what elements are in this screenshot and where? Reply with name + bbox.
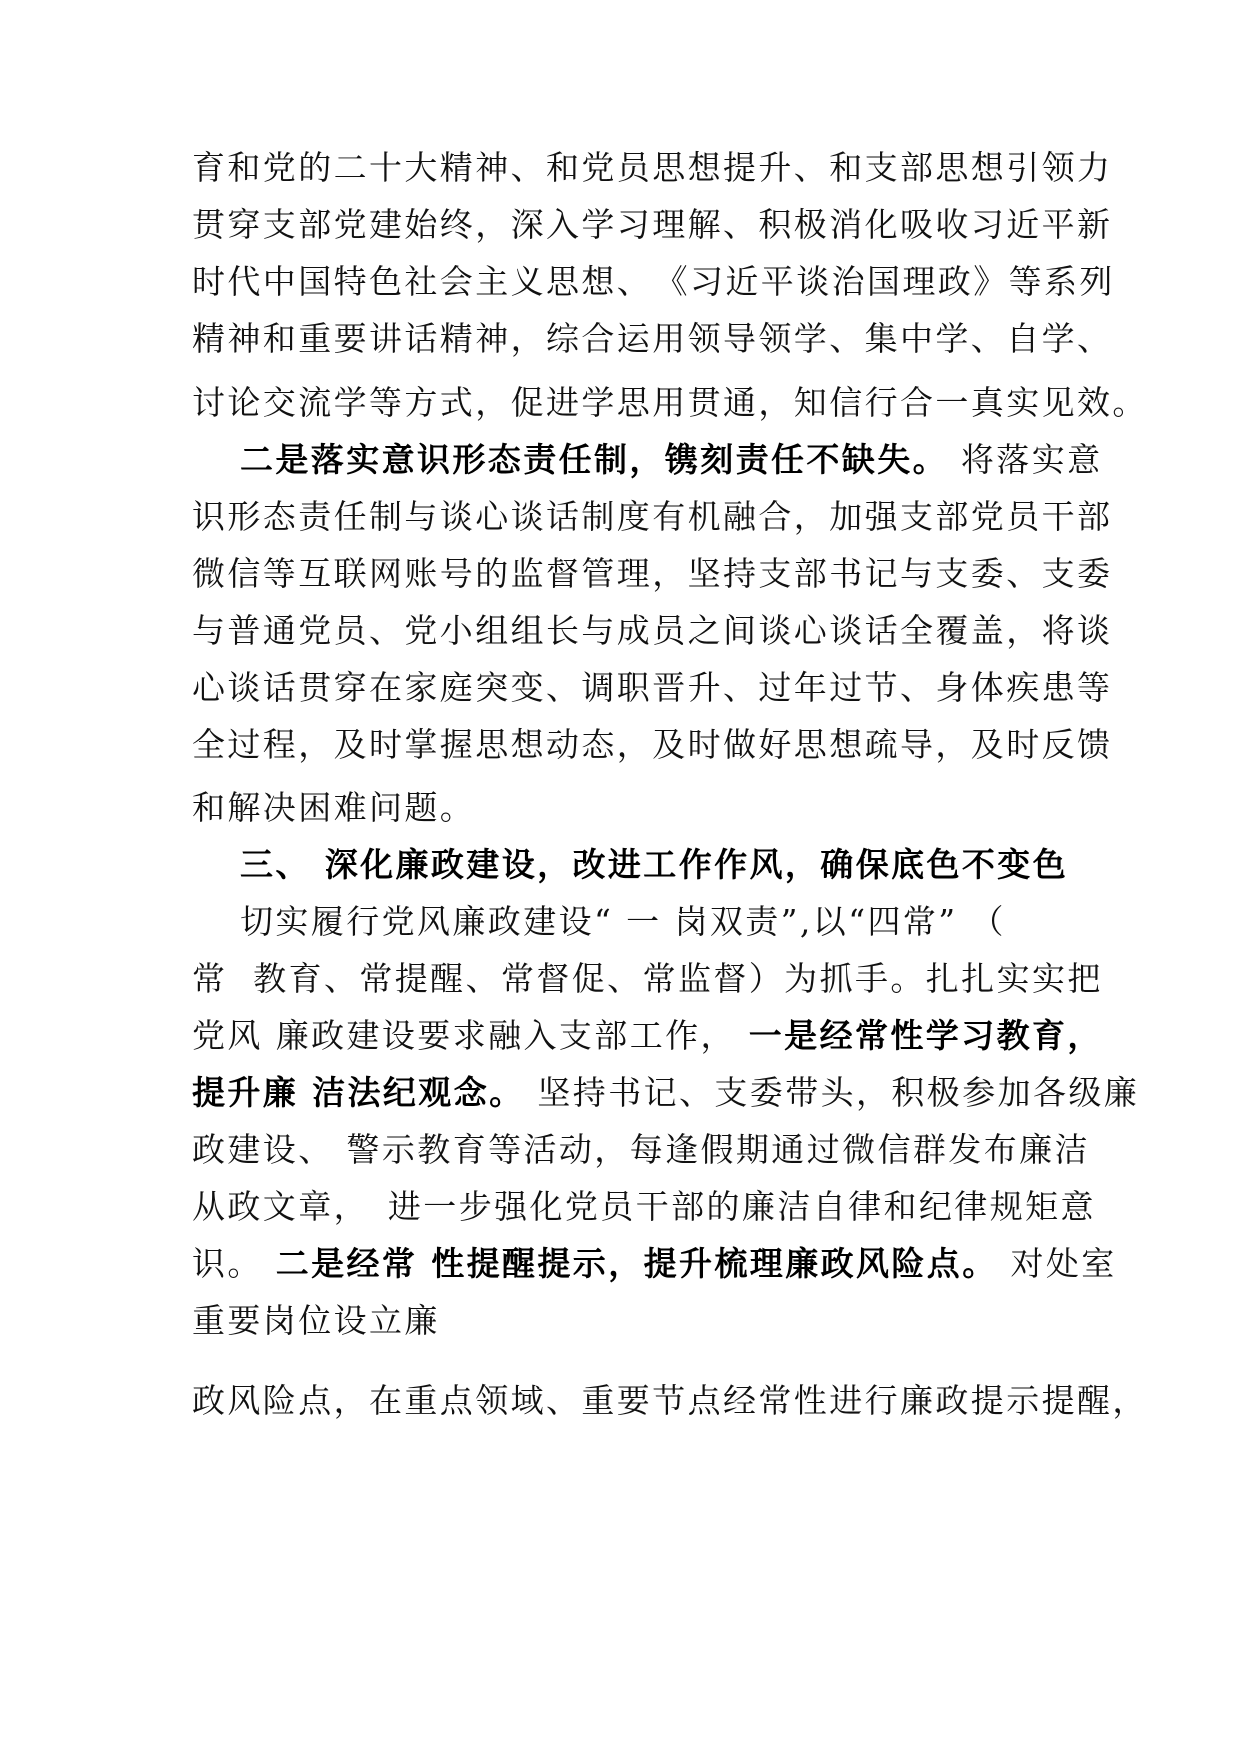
text-run: 识形态责任制与谈心谈话制度有机融合，加强支部党员干部 xyxy=(192,497,1113,536)
text-run: 切实履行党风廉政建设“ 一 岗双责”,以“四常” （ xyxy=(240,902,1006,941)
body-text-line xyxy=(240,902,1006,942)
body-text-line xyxy=(192,319,1112,359)
body-text-line xyxy=(192,788,475,828)
text-run: 政风险点，在重点领域、重要节点经常性进行廉政提示提醒， xyxy=(192,1381,1148,1420)
body-text-line xyxy=(192,554,1112,594)
bold-heading-run: 提升廉 洁法纪观念。 xyxy=(192,1073,525,1112)
text-run: 与普通党员、党小组组长与成员之间谈心谈话全覆盖，将谈 xyxy=(192,611,1113,650)
text-run: 将落实意 xyxy=(948,440,1103,479)
text-run: 讨论交流学等方式，促进学思用贯通，知信行合一真实见效。 xyxy=(192,383,1148,422)
body-text-line xyxy=(192,1244,1117,1284)
body-text-line xyxy=(192,383,1148,423)
body-text-line xyxy=(192,148,1112,188)
body-text-line xyxy=(192,1073,1139,1113)
body-text-line xyxy=(192,611,1112,651)
body-text-line xyxy=(192,1130,1090,1170)
body-text-line xyxy=(192,262,1115,302)
text-run: 党风 廉政建设要求融入支部工作， xyxy=(192,1016,749,1055)
text-run: 心谈话贯穿在家庭突变、调职晋升、过年过节、身体疾患等 xyxy=(192,668,1113,707)
body-text-line xyxy=(192,497,1112,537)
text-run: 政建设、 警示教育等活动，每逢假期通过微信群发布廉洁 xyxy=(192,1130,1090,1169)
body-text-line xyxy=(192,1187,1096,1227)
text-run: 从政文章， 进一步强化党员干部的廉洁自律和纪律规矩意 xyxy=(192,1187,1096,1226)
text-run: 坚持书记、支委带头，积极参加各级廉 xyxy=(524,1073,1140,1112)
body-text-line xyxy=(192,1016,1103,1056)
body-text-line xyxy=(192,205,1112,245)
text-run: 全过程，及时掌握思想动态，及时做好思想疏导，及时反馈 xyxy=(192,725,1113,764)
text-run: 常 教育、常提醒、常督促、常监督）为抓手。扎扎实实把 xyxy=(192,959,1103,998)
bold-heading-run: 三、 深化廉政建设，改进工作作风，确保底色不变色 xyxy=(240,845,1069,884)
text-run: 微信等互联网账号的监督管理，坚持支部书记与支委、支委 xyxy=(192,554,1113,593)
text-run: 和解决困难问题。 xyxy=(192,788,476,827)
text-run: 育和党的二十大精神、和党员思想提升、和支部思想引领力 xyxy=(192,148,1113,187)
text-run: 对处室 xyxy=(997,1244,1117,1283)
body-text-line xyxy=(192,959,1103,999)
body-text-line xyxy=(192,668,1112,708)
text-run: 识。 xyxy=(192,1244,276,1283)
section-heading xyxy=(240,845,1068,885)
body-text-line xyxy=(192,725,1112,765)
bold-heading-run: 二是经常 性提醒提示，提升梳理廉政风险点。 xyxy=(275,1244,998,1283)
bold-heading-run: 二是落实意识形态责任制，镌刻责任不缺失。 xyxy=(240,440,948,479)
bold-heading-run: 一是经常性学习教育， xyxy=(748,1016,1103,1055)
text-run: 精神和重要讲话精神，综合运用领导领学、集中学、自学、 xyxy=(192,319,1113,358)
text-run: 重要岗位设立廉 xyxy=(192,1301,440,1340)
text-run: 时代中国特色社会主义思想、 《习近平谈治国理政》等系列 xyxy=(192,262,1115,301)
body-text-line xyxy=(192,1301,440,1341)
body-text-line xyxy=(192,1381,1148,1421)
text-run: 贯穿支部党建始终，深入学习理解、积极消化吸收习近平新 xyxy=(192,205,1113,244)
paragraph-heading-line xyxy=(240,440,1103,480)
